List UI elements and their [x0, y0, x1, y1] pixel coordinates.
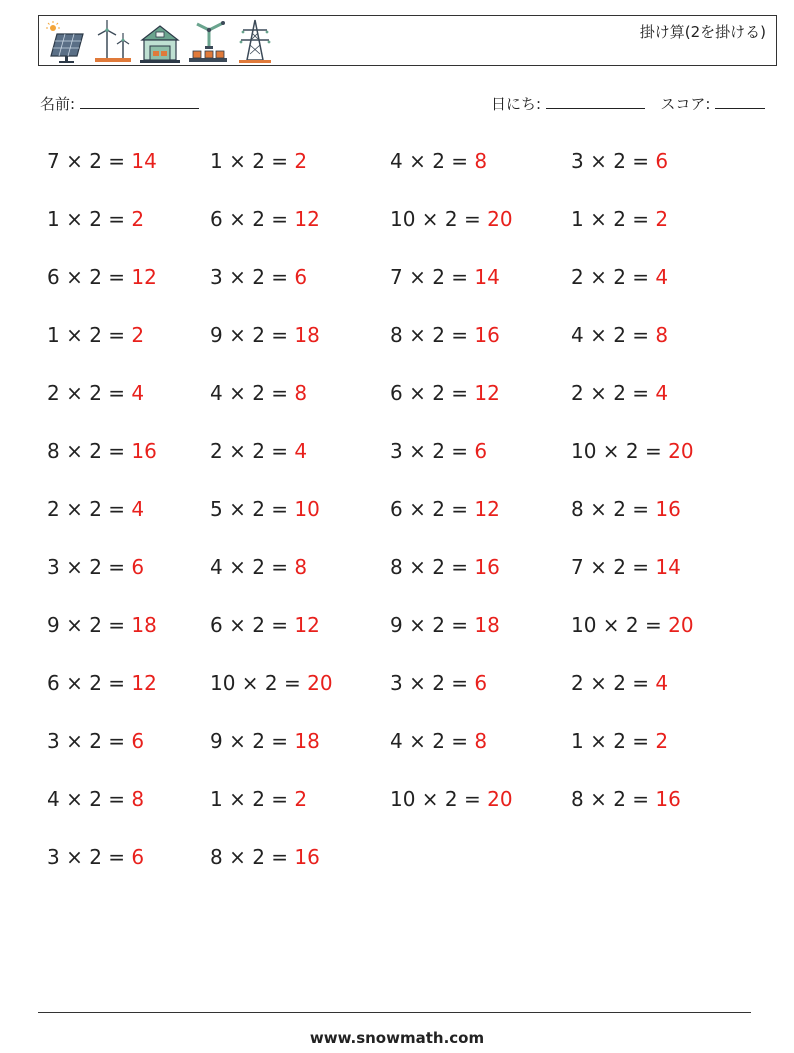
- problem-answer: 20: [487, 787, 513, 811]
- problem-item: [210, 671, 333, 695]
- problem-question: 3 × 2 =: [390, 671, 475, 695]
- problem-item: [571, 555, 681, 579]
- problem-item: [47, 845, 144, 869]
- problem-question: 8 × 2 =: [390, 555, 475, 579]
- problem-question: 3 × 2 =: [390, 439, 475, 463]
- problem-item: [47, 671, 157, 695]
- problem-item: [210, 555, 307, 579]
- problem-answer: 4: [655, 671, 669, 695]
- problem-answer: 20: [307, 671, 333, 695]
- problem-question: 2 × 2 =: [210, 439, 295, 463]
- problem-item: [47, 555, 144, 579]
- problem-answer: 16: [131, 439, 157, 463]
- problem-question: 10 × 2 =: [571, 439, 669, 463]
- problem-item: [47, 265, 157, 289]
- problem-question: 1 × 2 =: [571, 207, 656, 231]
- problem-item: [571, 207, 668, 231]
- worksheet-title: 掛け算(2を掛ける): [639, 23, 766, 41]
- problem-answer: 12: [131, 265, 157, 289]
- problem-answer: 8: [131, 787, 145, 811]
- problem-answer: 6: [131, 729, 145, 753]
- problem-item: [390, 671, 487, 695]
- score-label: スコア:: [660, 95, 711, 113]
- problem-answer: 12: [131, 671, 157, 695]
- problem-answer: 4: [655, 265, 669, 289]
- problem-question: 2 × 2 =: [47, 497, 132, 521]
- problem-answer: 8: [294, 555, 308, 579]
- problem-answer: 2: [655, 729, 669, 753]
- problem-answer: 2: [294, 787, 308, 811]
- problem-answer: 16: [474, 555, 500, 579]
- problem-item: [571, 787, 681, 811]
- problem-question: 1 × 2 =: [210, 787, 295, 811]
- problem-question: 6 × 2 =: [210, 207, 295, 231]
- problem-answer: 20: [668, 613, 694, 637]
- problem-answer: 14: [131, 149, 157, 173]
- problem-item: [210, 381, 307, 405]
- problem-answer: 18: [131, 613, 157, 637]
- problem-answer: 12: [474, 381, 500, 405]
- problem-item: [47, 323, 144, 347]
- problem-item: [390, 613, 500, 637]
- problem-answer: 2: [131, 323, 145, 347]
- problem-item: [390, 555, 500, 579]
- problem-question: 9 × 2 =: [390, 613, 475, 637]
- footer-divider: [38, 1012, 751, 1013]
- problem-question: 1 × 2 =: [210, 149, 295, 173]
- problem-item: [390, 207, 513, 231]
- problem-item: [47, 149, 157, 173]
- problem-answer: 16: [294, 845, 320, 869]
- problem-question: 2 × 2 =: [571, 381, 656, 405]
- problem-question: 3 × 2 =: [210, 265, 295, 289]
- problem-answer: 14: [474, 265, 500, 289]
- problem-question: 8 × 2 =: [390, 323, 475, 347]
- problem-question: 3 × 2 =: [47, 845, 132, 869]
- problem-question: 10 × 2 =: [210, 671, 308, 695]
- problem-question: 4 × 2 =: [390, 729, 475, 753]
- problem-item: [571, 729, 668, 753]
- problem-question: 7 × 2 =: [47, 149, 132, 173]
- date-label: 日にち:: [491, 95, 542, 113]
- problem-question: 2 × 2 =: [571, 265, 656, 289]
- problem-answer: 20: [668, 439, 694, 463]
- problem-item: [210, 729, 320, 753]
- problem-item: [210, 439, 307, 463]
- problem-item: [210, 613, 320, 637]
- problem-item: [571, 671, 668, 695]
- problem-item: [47, 381, 144, 405]
- problem-answer: 6: [131, 555, 145, 579]
- problem-question: 1 × 2 =: [47, 323, 132, 347]
- problem-question: 8 × 2 =: [571, 787, 656, 811]
- problem-question: 8 × 2 =: [47, 439, 132, 463]
- problem-answer: 12: [294, 613, 320, 637]
- problem-question: 3 × 2 =: [571, 149, 656, 173]
- problem-question: 2 × 2 =: [571, 671, 656, 695]
- problem-question: 4 × 2 =: [571, 323, 656, 347]
- problem-answer: 16: [474, 323, 500, 347]
- problem-answer: 8: [655, 323, 669, 347]
- problem-answer: 4: [131, 497, 145, 521]
- problem-question: 6 × 2 =: [47, 671, 132, 695]
- problem-item: [390, 729, 487, 753]
- problem-item: [571, 613, 694, 637]
- footer-url: www.snowmath.com: [309, 1029, 485, 1047]
- problem-answer: 4: [655, 381, 669, 405]
- problem-answer: 18: [294, 323, 320, 347]
- problem-question: 1 × 2 =: [571, 729, 656, 753]
- problem-item: [390, 149, 487, 173]
- problem-answer: 6: [294, 265, 308, 289]
- problem-question: 9 × 2 =: [47, 613, 132, 637]
- problem-item: [210, 845, 320, 869]
- problem-answer: 6: [474, 671, 488, 695]
- problem-answer: 2: [655, 207, 669, 231]
- problem-answer: 16: [655, 497, 681, 521]
- problem-question: 3 × 2 =: [47, 555, 132, 579]
- problem-answer: 12: [474, 497, 500, 521]
- problem-item: [390, 381, 500, 405]
- problem-question: 4 × 2 =: [390, 149, 475, 173]
- problem-question: 7 × 2 =: [571, 555, 656, 579]
- problem-answer: 18: [294, 729, 320, 753]
- problem-question: 6 × 2 =: [210, 613, 295, 637]
- problem-answer: 16: [655, 787, 681, 811]
- problem-answer: 2: [294, 149, 308, 173]
- problem-question: 8 × 2 =: [571, 497, 656, 521]
- problem-item: [210, 207, 320, 231]
- problem-question: 3 × 2 =: [47, 729, 132, 753]
- problem-question: 10 × 2 =: [390, 787, 488, 811]
- problem-item: [390, 439, 487, 463]
- problem-question: 8 × 2 =: [210, 845, 295, 869]
- problem-item: [390, 323, 500, 347]
- name-label: 名前:: [40, 95, 76, 113]
- problem-answer: 2: [131, 207, 145, 231]
- problem-answer: 6: [655, 149, 669, 173]
- problem-item: [390, 265, 500, 289]
- problem-item: [47, 497, 144, 521]
- problem-question: 6 × 2 =: [47, 265, 132, 289]
- problem-item: [390, 787, 513, 811]
- problem-item: [210, 497, 320, 521]
- problem-question: 9 × 2 =: [210, 729, 295, 753]
- problem-item: [571, 439, 694, 463]
- problem-question: 2 × 2 =: [47, 381, 132, 405]
- problem-answer: 18: [474, 613, 500, 637]
- problem-item: [47, 207, 144, 231]
- problem-question: 7 × 2 =: [390, 265, 475, 289]
- problem-item: [210, 149, 307, 173]
- problem-answer: 4: [294, 439, 308, 463]
- problem-answer: 14: [655, 555, 681, 579]
- problem-question: 4 × 2 =: [47, 787, 132, 811]
- problem-item: [210, 265, 307, 289]
- problem-answer: 8: [474, 149, 488, 173]
- problem-answer: 12: [294, 207, 320, 231]
- problem-item: [47, 439, 157, 463]
- problem-item: [571, 323, 668, 347]
- problem-question: 1 × 2 =: [47, 207, 132, 231]
- problem-answer: 8: [294, 381, 308, 405]
- problem-question: 4 × 2 =: [210, 381, 295, 405]
- problem-item: [390, 497, 500, 521]
- problem-question: 10 × 2 =: [390, 207, 488, 231]
- problem-item: [571, 265, 668, 289]
- problem-answer: 8: [474, 729, 488, 753]
- problem-answer: 4: [131, 381, 145, 405]
- problem-answer: 20: [487, 207, 513, 231]
- problem-answer: 6: [474, 439, 488, 463]
- problem-answer: 10: [294, 497, 320, 521]
- problem-item: [47, 729, 144, 753]
- problem-question: 6 × 2 =: [390, 381, 475, 405]
- problem-item: [571, 149, 668, 173]
- problem-item: [571, 497, 681, 521]
- problem-item: [210, 787, 307, 811]
- problem-question: 5 × 2 =: [210, 497, 295, 521]
- problem-item: [47, 613, 157, 637]
- problem-question: 10 × 2 =: [571, 613, 669, 637]
- problem-question: 9 × 2 =: [210, 323, 295, 347]
- problem-answer: 6: [131, 845, 145, 869]
- problem-item: [210, 323, 320, 347]
- problem-item: [571, 381, 668, 405]
- problem-question: 6 × 2 =: [390, 497, 475, 521]
- problem-item: [47, 787, 144, 811]
- problem-question: 4 × 2 =: [210, 555, 295, 579]
